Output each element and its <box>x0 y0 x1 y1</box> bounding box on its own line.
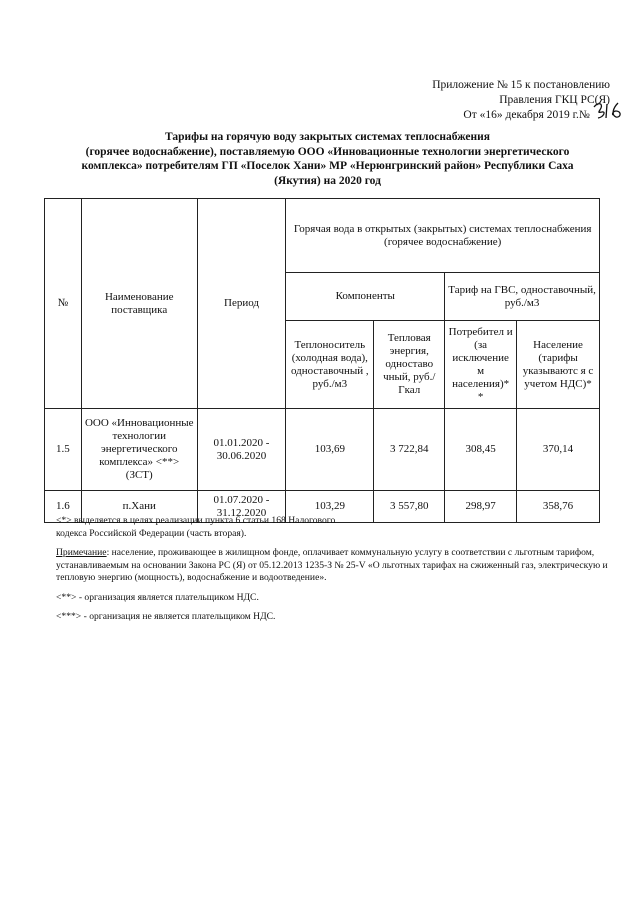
header-tariff: Тариф на ГВС, одноставочный, руб./м3 <box>445 273 600 321</box>
handwritten-number-scribble <box>591 100 627 122</box>
header-hot-water-group: Горячая вода в открытых (закрытых) системах теплоснабжения (горячее водоснабжение) <box>286 199 600 273</box>
footnote-non-vat-payer: <***> - организация не является плательщиком НДС. <box>56 611 276 622</box>
cell-period: 01.07.2020 - 31.12.2020 <box>197 491 286 523</box>
cell-no: 1.5 <box>45 409 82 491</box>
cell-thermal: 3 557,80 <box>374 491 445 523</box>
cell-consumers: 308,45 <box>445 409 517 491</box>
footnote-1-line-2: кодекса Российской Федерации (часть вторая). <box>56 527 247 539</box>
table-row <box>45 409 600 491</box>
remark-label: Примечание <box>56 547 107 558</box>
appendix-header <box>380 78 610 123</box>
handwritten-number <box>593 108 610 123</box>
header-consumers: Потребител и (за исключение м населения)* * <box>445 321 517 409</box>
cell-supplier: ООО «Инновационные технологии энергетического комплекса» <**> (ЗСТ) <box>81 409 197 491</box>
cell-period: 01.01.2020 - 30.06.2020 <box>197 409 286 491</box>
footnotes <box>56 515 626 631</box>
appendix-line-3 <box>380 108 610 123</box>
cell-population: 358,76 <box>517 491 600 523</box>
title-line-2: (горячее водоснабжение), поставляемую ООО «Инновационные технологии энергетического <box>85 145 570 158</box>
footnote-vat-payer: <**> - организация является плательщиком НДС. <box>56 591 259 603</box>
appendix-line-2: Правления ГКЦ РС(Я) <box>499 94 610 106</box>
title-line-4: (Якутия) на 2020 год <box>274 174 381 187</box>
footnote-vat-star <box>56 515 626 540</box>
footnote-remark <box>56 547 626 585</box>
header-components: Компоненты <box>286 273 445 321</box>
cell-consumers: 298,97 <box>445 491 517 523</box>
header-supplier: Наименование поставщика <box>81 199 197 409</box>
title-line-1: Тарифы на горячую воду закрытых системах теплоснабжения <box>164 131 491 143</box>
appendix-date: От «16» декабря 2019 г.№ <box>463 109 590 121</box>
header-period: Период <box>197 199 286 409</box>
header-coolant: Теплоноситель (холодная вода), одноставочный , руб./м3 <box>286 321 374 409</box>
cell-no: 1.6 <box>45 491 82 523</box>
header-thermal: Тепловая энергия, одноставо чный, руб./Гкал <box>374 321 445 409</box>
tariff-table <box>44 198 600 523</box>
cell-thermal: 3 722,84 <box>374 409 445 491</box>
header-no: № <box>45 199 82 409</box>
title-line-3: комплекса» потребителям ГП «Поселок Хани» МР «Нерюнгринский район» Республики Саха <box>81 160 574 172</box>
cell-population: 370,14 <box>517 409 600 491</box>
remark-text: : население, проживающее в жилищном фонде, оплачивает коммунальную услугу в соответствии с льготным тарифом, устанавливаемым на основании Закона РС (Я) от 05.12.2013 1235-З № 25-V «О льготных тарифах на сжиженный газ, электрическую и тепловую энергию (мощность), водоснабжение и водоотведение». <box>56 547 608 583</box>
cell-supplier: п.Хани <box>81 491 197 523</box>
document-title <box>60 130 595 188</box>
cell-coolant: 103,69 <box>286 409 374 491</box>
footnote-1-line-1: <*> выделяется в целях реализации пункта 6 статьи 168 Налогового <box>56 515 336 526</box>
appendix-line-1: Приложение № 15 к постановлению <box>432 79 610 91</box>
cell-coolant: 103,29 <box>286 491 374 523</box>
header-population: Население (тарифы указываютс я с учетом НДС)* <box>517 321 600 409</box>
